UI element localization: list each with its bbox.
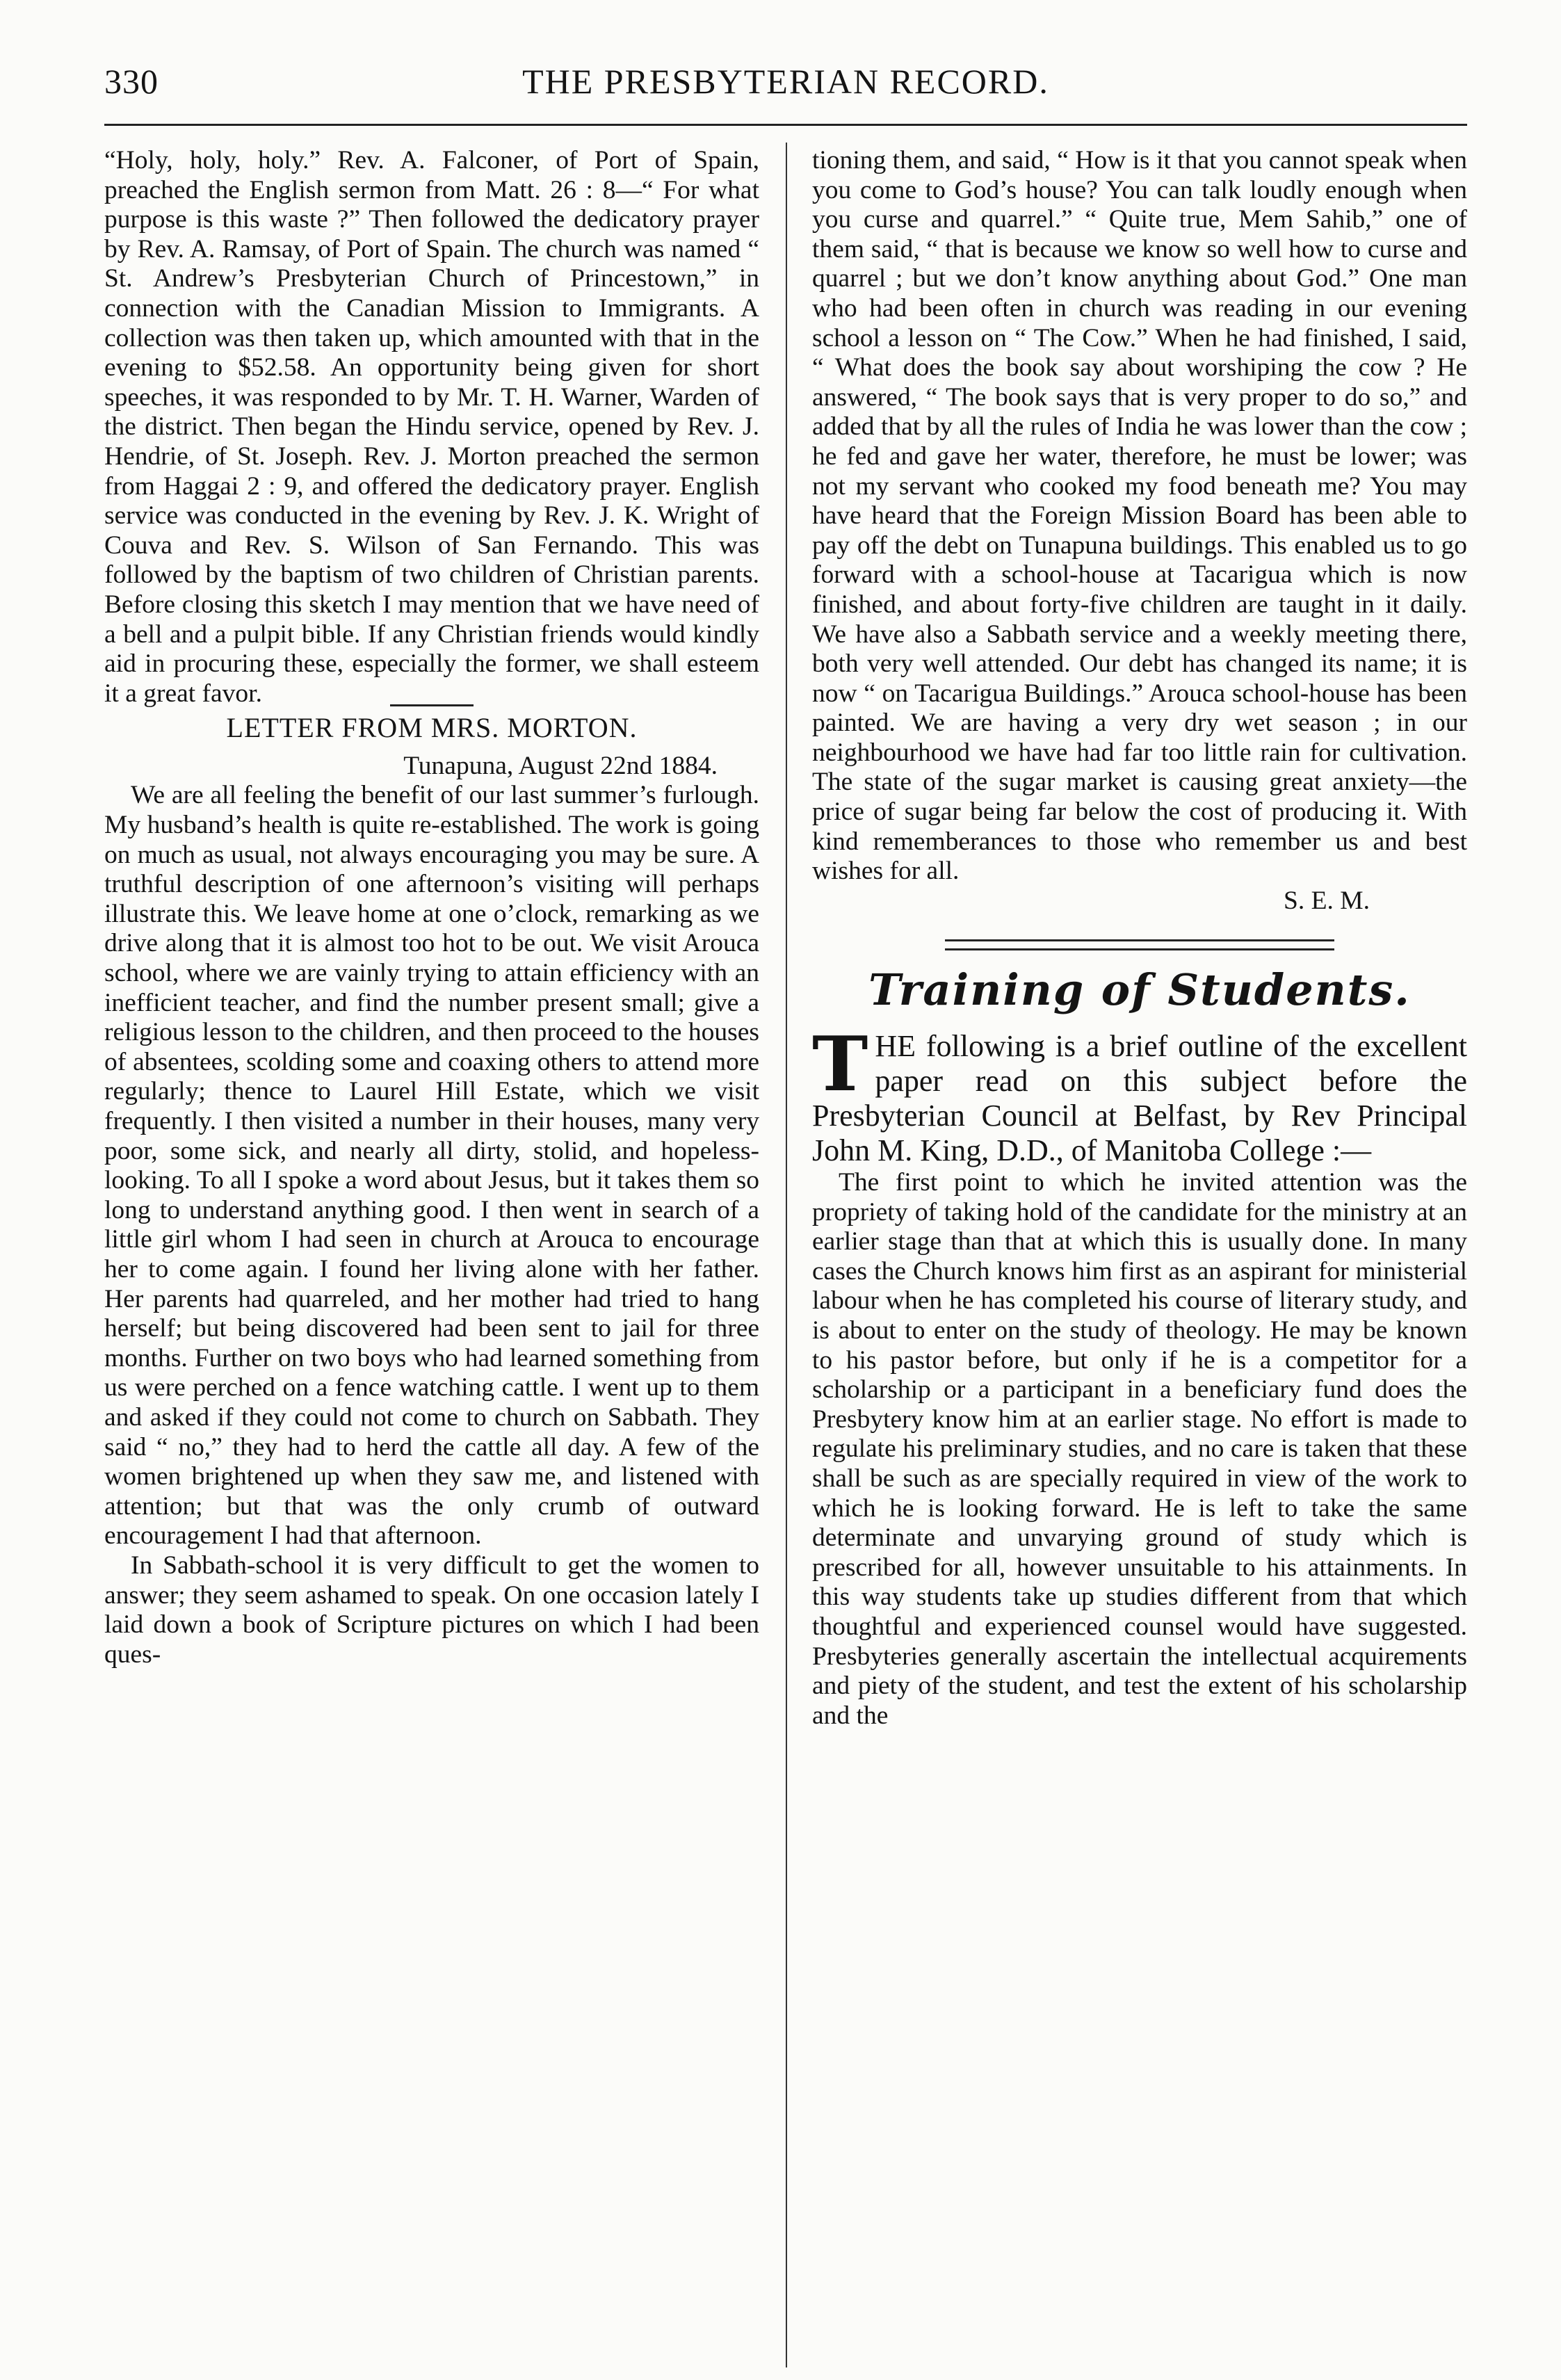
church-dedication-paragraph: “Holy, holy, holy.” Rev. A. Falconer, of Port of Spain, preached the English sermon from Matt. 26 : 8—“ For what purpose is this waste ?” Then followed the dedicatory prayer by Rev. A. Ramsay, of Port of Spain. The church was named “ St. Andrew’s Presbyterian Church of Princestown,” in connection with the Canadian Mission to Immigrants. A collection was then taken up, which amounted with that in the evening to $52.58. An opportunity being given for short speeches, it was responded to by Mr. T. H. Warner, Warden of the district. Then began the Hindu service, opened by Rev. J. Hendrie, of St. Joseph. Rev. J. Morton preached the sermon from Haggai 2 : 9, and offered the dedicatory prayer. English service was conducted in the evening by Rev. J. K. Wright of Couva and Rev. S. Wilson of San Fernando. This was followed by the baptism of two children of Christian parents. Before closing this sketch I may mention that we have need of a bell and a pulpit bible. If any Christian friends would kindly aid in procuring these, especially the former, we shall esteem it a great favor. bbox=[104, 146, 759, 708]
lede-text: HE following is a brief outline of the excellent paper read on this subject before the Presbyterian Council at Belfast, by Rev Principal John M. King, D.D., of Manitoba College :— bbox=[812, 1029, 1467, 1168]
running-title: THE PRESBYTERIAN RECORD. bbox=[522, 62, 1049, 101]
article-paragraph: The first point to which he invited attention was the propriety of taking hold of the candidate for the ministry at an earlier stage than that at which this is usually done. In many cases the Church knows him first as an aspirant for ministerial labour when he has completed his course of literary study, and is about to enter on the study of theology. He may be known to his pastor before, but only if he is a competitor for a scholarship or a participant in a beneficiary fund does the Presbytery know him at an earlier stage. No effort is made to regulate his preliminary studies, and no care is taken that these shall be such as are specially required in view of the work to which he is looking forward. He is left to take the same determinate and unvarying ground of study which is prescribed for all, however unsuitable to his attainments. In this way students take up studies different from that which thoughtful and experienced counsel would have suggested. Presbyteries generally ascertain the intellectual acquirements and piety of the student, and test the extent of his scholarship and the bbox=[812, 1168, 1467, 1730]
header-rule bbox=[104, 124, 1467, 126]
letter-heading: LETTER FROM MRS. MORTON. bbox=[226, 712, 638, 744]
left-column bbox=[104, 146, 759, 1669]
right-column bbox=[812, 146, 1467, 1731]
page-header bbox=[104, 56, 1467, 132]
letter-paragraph: In Sabbath-school it is very difficult to get the women to answer; they seem ashamed to speak. On one occasion lately I laid down a book of Scripture pictures on which I had been ques- bbox=[104, 1551, 759, 1669]
letter-signature: S. E. M. bbox=[1284, 886, 1370, 915]
section-divider bbox=[390, 704, 474, 706]
article-heading: Training of Students. bbox=[868, 964, 1411, 1016]
letter-paragraph: We are all feeling the benefit of our last summer’s furlough. My husband’s health is quite re-established. The work is going on much as usual, not always encouraging you may be sure. A truthful description of one afternoon’s visiting will perhaps illustrate this. We leave home at one o’clock, remarking as we drive along that it is almost too hot to be out. We visit Arouca school, where we are vainly trying to attain efficiency with an inefficient teacher, and find the number present small; give a religious lesson to the children, and then proceed to the houses of absentees, scolding some and coaxing others to attend more regularly; thence to Laurel Hill Estate, which we visit frequently. I then visited a number in their houses, many very poor, some sick, and nearly all dirty, stolid, and hopeless-looking. To all I spoke a word about Jesus, but it takes them so long to understand anything good. I then went in search of a little girl whom I had seen in church at Arouca to encourage her to come again. I found her living alone with her father. Her parents had quarreled, and her mother had tried to hang herself; but being discovered had been sent to jail for three months. Further on two boys who had learned something from us were perched on a fence watching cattle. I went up to them and asked if they could not come to church on Sabbath. They said “ no,” they had to herd the cattle all day. A few of the women brightened up when they saw me, and listened with attention; but that was the only crumb of outward encouragement I had that afternoon. bbox=[104, 781, 759, 1551]
letter-dateline: Tunapuna, August 22nd 1884. bbox=[403, 751, 718, 780]
page-number: 330 bbox=[104, 62, 159, 101]
newspaper-page bbox=[104, 56, 1467, 2343]
double-rule-divider bbox=[945, 939, 1334, 950]
article-lede bbox=[812, 1021, 1467, 1168]
drop-cap: T bbox=[812, 1021, 868, 1109]
column-divider bbox=[786, 143, 787, 2367]
letter-continuation-paragraph: tioning them, and said, “ How is it that you cannot speak when you come to God’s house? You can talk loudly enough when you curse and quarrel.” “ Quite true, Mem Sahib,” one of them said, “ that is because we know so well how to curse and quarrel ; but we don’t know anything about God.” One man who had been often in church was reading in our evening school a lesson on “ The Cow.” When he had finished, I said, “ What does the book say about worshiping the cow ? He answered, “ The book says that is very proper to do so,” and added that by all the rules of India he was lower than the cow ; he fed and gave her water, therefore, he must be lower; was not my servant who cooked my food beneath me? You may have heard that the Foreign Mission Board has been able to pay off the debt on Tunapuna buildings. This enabled us to go forward with a school-house at Tacarigua which is now finished, and about forty-five children are taught in it daily. We have also a Sabbath service and a weekly meeting there, both very well attended. Our debt has changed its name; it is now “ on Tacarigua Buildings.” Arouca school-house has been painted. We are having a very dry wet season ; in our neighbourhood we have had far too little rain for cultivation. The state of the sugar market is causing great anxiety—the price of sugar being far below the cost of producing it. With kind rememberances to those who remember us and best wishes for all. bbox=[812, 146, 1467, 886]
